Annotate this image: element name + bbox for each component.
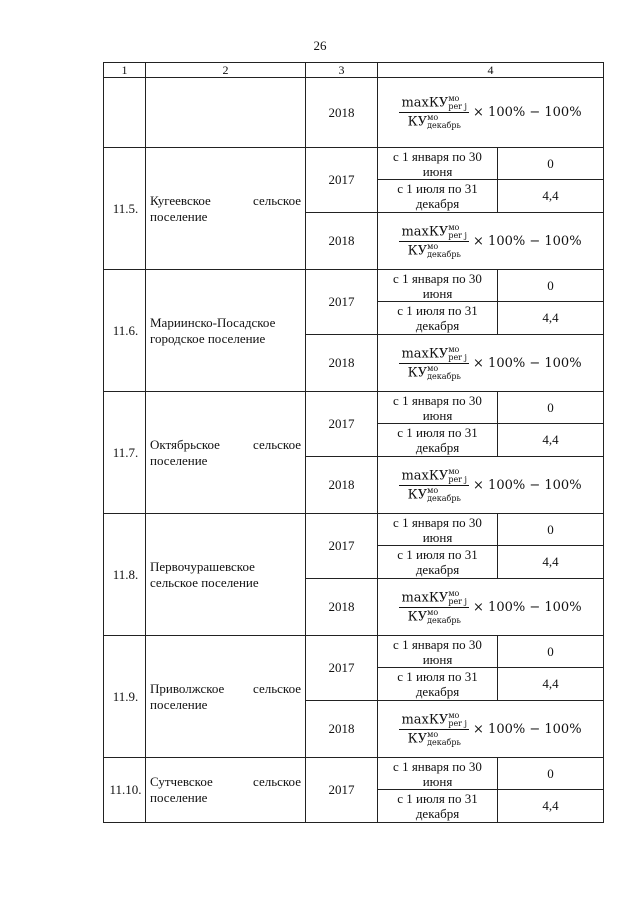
table-row bbox=[104, 78, 604, 148]
value-cell: 4,4 bbox=[498, 546, 604, 579]
year-cell: 2018 bbox=[306, 335, 378, 392]
numerator-indices bbox=[448, 590, 467, 606]
formula-fraction bbox=[399, 468, 469, 503]
formula-numerator bbox=[399, 224, 469, 242]
formula-fraction bbox=[399, 590, 469, 625]
denominator-main: КУ bbox=[407, 114, 428, 130]
row-number: 11.10. bbox=[104, 758, 146, 823]
numerator-main: maxКУ bbox=[401, 224, 449, 239]
year-cell: 2017 bbox=[306, 270, 378, 335]
denominator-indices bbox=[427, 487, 461, 503]
year-cell: 2018 bbox=[306, 579, 378, 636]
header-cell: 2 bbox=[146, 63, 306, 78]
denominator-main: КУ bbox=[407, 243, 428, 258]
value-cell: 0 bbox=[498, 392, 604, 424]
period-cell: с 1 января по 30 июня bbox=[378, 270, 498, 302]
settlement-name: Мариинско-Посадское городское поселение bbox=[146, 270, 306, 392]
denominator-sub: декабрь bbox=[427, 493, 461, 503]
header-cell: 4 bbox=[378, 63, 604, 78]
settlement-name: Первочурашевское сельское поселение bbox=[146, 514, 306, 636]
numerator-sub: per j bbox=[448, 102, 468, 111]
formula-denominator bbox=[406, 730, 463, 747]
denominator-sup: мо bbox=[427, 241, 439, 251]
growth-formula bbox=[399, 712, 581, 747]
numerator-main: maxКУ bbox=[401, 468, 449, 483]
numerator-main: maxКУ bbox=[401, 712, 449, 727]
header-cell: 1 bbox=[104, 63, 146, 78]
settlement-name: Сутчевское сельское поселение bbox=[146, 758, 306, 823]
denominator-main: КУ bbox=[407, 487, 428, 502]
period-cell: с 1 июля по 31 декабря bbox=[378, 180, 498, 213]
period-cell: с 1 января по 30 июня bbox=[378, 758, 498, 790]
year-cell: 2018 bbox=[306, 78, 378, 148]
numerator-sub: per j bbox=[448, 718, 468, 728]
settlement-name: Приволжское сельское поселение bbox=[146, 636, 306, 758]
formula-tail: × 100% − 100% bbox=[473, 477, 582, 493]
header-cell: 3 bbox=[306, 63, 378, 78]
value-cell: 0 bbox=[498, 270, 604, 302]
tariff-table bbox=[103, 62, 604, 823]
numerator-sup: мо bbox=[448, 710, 460, 720]
numerator-main: maxКУ bbox=[401, 346, 449, 361]
numerator-indices bbox=[448, 346, 467, 362]
formula-cell bbox=[378, 457, 604, 514]
denominator-sup: мо bbox=[427, 485, 439, 495]
denominator-sub: декабрь bbox=[427, 121, 461, 130]
period-cell: с 1 июля по 31 декабря bbox=[378, 546, 498, 579]
numerator-sub: per j bbox=[448, 596, 468, 606]
formula-denominator bbox=[406, 486, 463, 503]
growth-formula bbox=[399, 95, 581, 130]
formula-tail: × 100% − 100% bbox=[473, 355, 582, 371]
numerator-sup: мо bbox=[448, 222, 460, 232]
growth-formula bbox=[399, 590, 581, 625]
value-cell: 0 bbox=[498, 148, 604, 180]
value-cell: 4,4 bbox=[498, 424, 604, 457]
numerator-sup: мо bbox=[448, 344, 460, 354]
period-cell: с 1 июля по 31 декабря bbox=[378, 424, 498, 457]
row-number: 11.6. bbox=[104, 270, 146, 392]
value-cell: 4,4 bbox=[498, 790, 604, 823]
period-cell: с 1 января по 30 июня bbox=[378, 148, 498, 180]
formula-fraction bbox=[399, 224, 469, 259]
numerator-sub: per j bbox=[448, 230, 468, 240]
denominator-sup: мо bbox=[427, 113, 439, 122]
period-cell: с 1 июля по 31 декабря bbox=[378, 668, 498, 701]
numerator-sub: per j bbox=[448, 474, 468, 484]
formula-tail: × 100% − 100% bbox=[473, 233, 582, 249]
table-row bbox=[104, 636, 604, 668]
table-row bbox=[104, 392, 604, 424]
denominator-sub: декабрь bbox=[427, 249, 461, 259]
denominator-sub: декабрь bbox=[427, 615, 461, 625]
header-row bbox=[104, 63, 604, 78]
formula-numerator bbox=[399, 712, 469, 730]
denominator-indices bbox=[427, 243, 461, 259]
formula-fraction bbox=[399, 95, 469, 130]
formula-cell bbox=[378, 78, 604, 148]
value-cell: 0 bbox=[498, 758, 604, 790]
formula-cell bbox=[378, 213, 604, 270]
formula-cell bbox=[378, 701, 604, 758]
formula-numerator bbox=[399, 590, 469, 608]
numerator-main: maxКУ bbox=[401, 590, 449, 605]
formula-tail: × 100% − 100% bbox=[473, 599, 582, 615]
denominator-main: КУ bbox=[407, 731, 428, 746]
table-row bbox=[104, 270, 604, 302]
settlement-name: Октябрьское сельское поселение bbox=[146, 392, 306, 514]
denominator-main: КУ bbox=[407, 365, 428, 380]
num-cell bbox=[104, 78, 146, 148]
period-cell: с 1 июля по 31 декабря bbox=[378, 790, 498, 823]
formula-numerator bbox=[399, 346, 469, 364]
year-cell: 2017 bbox=[306, 514, 378, 579]
formula-fraction bbox=[399, 712, 469, 747]
table-row bbox=[104, 514, 604, 546]
row-number: 11.9. bbox=[104, 636, 146, 758]
formula-numerator bbox=[399, 95, 469, 113]
numerator-indices bbox=[448, 468, 467, 484]
denominator-sup: мо bbox=[427, 363, 439, 373]
denominator-main: КУ bbox=[407, 609, 428, 624]
settlement-name: Кугеевское сельское поселение bbox=[146, 148, 306, 270]
numerator-sup: мо bbox=[448, 466, 460, 476]
value-cell: 0 bbox=[498, 636, 604, 668]
denominator-indices bbox=[427, 365, 461, 381]
year-cell: 2017 bbox=[306, 148, 378, 213]
row-number: 11.8. bbox=[104, 514, 146, 636]
numerator-indices bbox=[448, 224, 467, 240]
numerator-main: maxКУ bbox=[401, 95, 449, 111]
numerator-sup: мо bbox=[448, 94, 460, 103]
growth-formula bbox=[399, 346, 581, 381]
row-number: 11.5. bbox=[104, 148, 146, 270]
value-cell: 4,4 bbox=[498, 302, 604, 335]
period-cell: с 1 января по 30 июня bbox=[378, 514, 498, 546]
denominator-indices bbox=[427, 114, 461, 130]
year-cell: 2018 bbox=[306, 213, 378, 270]
table-row bbox=[104, 148, 604, 180]
name-cell bbox=[146, 78, 306, 148]
denominator-indices bbox=[427, 731, 461, 747]
formula-tail: × 100% − 100% bbox=[473, 721, 582, 737]
period-cell: с 1 января по 30 июня bbox=[378, 392, 498, 424]
denominator-sub: декабрь bbox=[427, 737, 461, 747]
row-number: 11.7. bbox=[104, 392, 146, 514]
formula-numerator bbox=[399, 468, 469, 486]
year-cell: 2017 bbox=[306, 392, 378, 457]
denominator-sup: мо bbox=[427, 729, 439, 739]
value-cell: 0 bbox=[498, 514, 604, 546]
numerator-indices bbox=[448, 712, 467, 728]
period-cell: с 1 января по 30 июня bbox=[378, 636, 498, 668]
formula-denominator bbox=[406, 364, 463, 381]
denominator-sub: декабрь bbox=[427, 371, 461, 381]
formula-cell bbox=[378, 579, 604, 636]
year-cell: 2018 bbox=[306, 457, 378, 514]
value-cell: 4,4 bbox=[498, 668, 604, 701]
table-row bbox=[104, 758, 604, 790]
year-cell: 2018 bbox=[306, 701, 378, 758]
formula-tail: × 100% − 100% bbox=[473, 105, 582, 120]
numerator-sup: мо bbox=[448, 588, 460, 598]
year-cell: 2017 bbox=[306, 636, 378, 701]
formula-fraction bbox=[399, 346, 469, 381]
value-cell: 4,4 bbox=[498, 180, 604, 213]
numerator-indices bbox=[448, 95, 467, 111]
numerator-sub: per j bbox=[448, 352, 468, 362]
formula-cell bbox=[378, 335, 604, 392]
denominator-indices bbox=[427, 609, 461, 625]
growth-formula bbox=[399, 224, 581, 259]
page-number: 26 bbox=[313, 38, 327, 53]
year-cell: 2017 bbox=[306, 758, 378, 823]
formula-denominator bbox=[406, 242, 463, 259]
growth-formula bbox=[399, 468, 581, 503]
period-cell: с 1 июля по 31 декабря bbox=[378, 302, 498, 335]
denominator-sup: мо bbox=[427, 607, 439, 617]
formula-denominator bbox=[406, 113, 463, 130]
formula-denominator bbox=[406, 608, 463, 625]
